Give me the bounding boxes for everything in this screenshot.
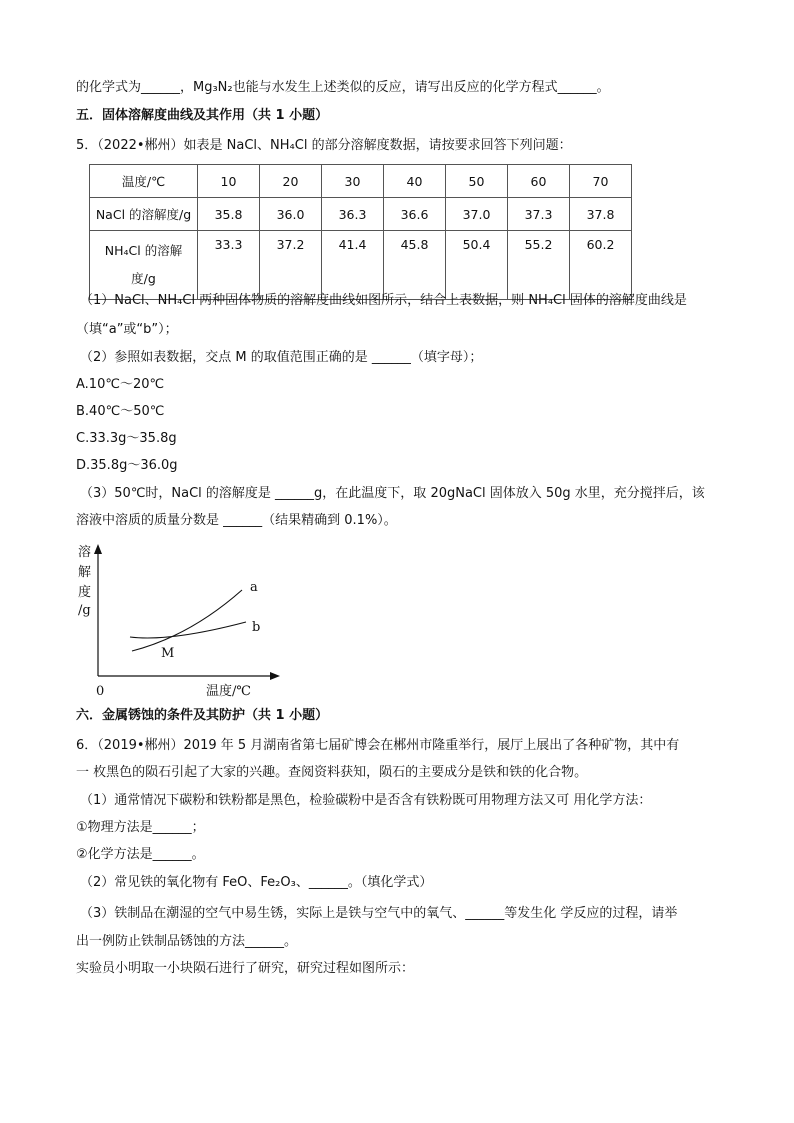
temp-cell: 30 (322, 165, 384, 198)
solubility-curve-graph (70, 540, 290, 700)
nh4cl-row-label: NH₄Cl 的溶解度/g (104, 243, 183, 286)
q6-part1-physical: ①物理方法是______； (76, 820, 205, 835)
section-5-heading: 五．固体溶解度曲线及其作用（共 1 小题） (76, 108, 329, 123)
question-6-line2: 一 枚黑色的陨石引起了大家的兴趣。查阅资料获知，陨石的主要成分是铁和铁的化合物。 (76, 765, 588, 780)
y-label-1: 溶 (78, 545, 92, 560)
solubility-table (89, 164, 632, 300)
option-a: A.10℃～20℃ (76, 377, 165, 392)
q6-part1-chemical: ②化学方法是______。 (76, 847, 205, 862)
q5-part2: （2）参照如表数据，交点 M 的取值范围正确的是 ______（填字母）； (80, 350, 483, 365)
curve-a-line (132, 590, 242, 651)
temp-cell: 40 (384, 165, 446, 198)
question-6-line1: 6．（2019•郴州）2019 年 5 月湖南省第七届矿博会在郴州市隆重举行，展厅上展出了各种矿物，其中有 (76, 738, 680, 753)
nh4cl-cell: 41.4 (322, 231, 384, 300)
q5-part3-line2: 溶液中溶质的质量分数是 ______（结果精确到 0.1%）。 (76, 513, 397, 528)
line-continuation: 的化学式为______，Mg₃N₂也能与水发生上述类似的反应，请写出反应的化学方程式______。 (76, 80, 610, 95)
q6-part3-line1: （3）铁制品在潮湿的空气中易生锈，实际上是铁与空气中的氧气、______等发生化 学反应的过程，请举 (80, 906, 678, 921)
q6-part1: （1）通常情况下碳粉和铁粉都是黑色，检验碳粉中是否含有铁粉既可用物理方法又可 用化学方法： (80, 793, 652, 808)
q6-part3-line2: 出一例防止铁制品锈蚀的方法______。 (76, 934, 298, 949)
curve-a-label: a (250, 580, 258, 595)
y-label-4: /g (78, 603, 91, 618)
q5-part3-line1: （3）50℃时，NaCl 的溶解度是 ______g，在此温度下，取 20gNaCl 固体放入 50g 水里，充分搅拌后，该 (80, 486, 705, 501)
nh4cl-cell: 37.2 (260, 231, 322, 300)
nacl-row-label: NaCl 的溶解度/g (90, 198, 198, 231)
temp-cell: 20 (260, 165, 322, 198)
option-c: C.33.3g～35.8g (76, 431, 177, 446)
temp-cell: 70 (570, 165, 632, 198)
nh4cl-cell: 55.2 (508, 231, 570, 300)
q6-experiment-intro: 实验员小明取一小块陨石进行了研究，研究过程如图所示： (76, 961, 415, 976)
nacl-cell: 37.3 (508, 198, 570, 231)
nacl-cell: 36.6 (384, 198, 446, 231)
nh4cl-cell: 45.8 (384, 231, 446, 300)
table-header-label: 温度/℃ (90, 165, 198, 198)
y-label-3: 度 (78, 585, 92, 600)
q5-part1-line2: （填“a”或“b”）； (76, 322, 178, 337)
temp-cell: 50 (446, 165, 508, 198)
nacl-cell: 36.0 (260, 198, 322, 231)
option-d: D.35.8g～36.0g (76, 458, 178, 473)
nacl-cell: 37.8 (570, 198, 632, 231)
nh4cl-cell: 50.4 (446, 231, 508, 300)
y-axis-arrow (94, 544, 102, 554)
nacl-cell: 35.8 (198, 198, 260, 231)
q6-part2: （2）常见铁的氧化物有 FeO、Fe₂O₃、______。（填化学式） (80, 875, 433, 890)
section-6-heading: 六．金属锈蚀的条件及其防护（共 1 小题） (76, 708, 329, 723)
y-label-2: 解 (78, 565, 92, 580)
nh4cl-cell: 60.2 (570, 231, 632, 300)
temp-cell: 60 (508, 165, 570, 198)
option-b: B.40℃～50℃ (76, 404, 165, 419)
nacl-cell: 37.0 (446, 198, 508, 231)
curve-b-label: b (252, 620, 261, 635)
q5-part1-line1: （1）NaCl、NH₄Cl 两种固体物质的溶解度曲线如图所示，结合上表数据，则 NH₄Cl 固体的溶解度曲线是 (80, 293, 687, 308)
x-axis-label: 温度/℃ (206, 684, 251, 699)
question-5-intro: 5．（2022•郴州）如表是 NaCl、NH₄Cl 的部分溶解度数据，请按要求回答下列问题： (76, 138, 572, 153)
x-axis-arrow (270, 672, 280, 680)
point-m-label: M (161, 646, 175, 661)
nacl-cell: 36.3 (322, 198, 384, 231)
curve-b-line (130, 622, 246, 638)
temp-cell: 10 (198, 165, 260, 198)
nh4cl-cell: 33.3 (198, 231, 260, 300)
origin-label: 0 (96, 684, 105, 699)
